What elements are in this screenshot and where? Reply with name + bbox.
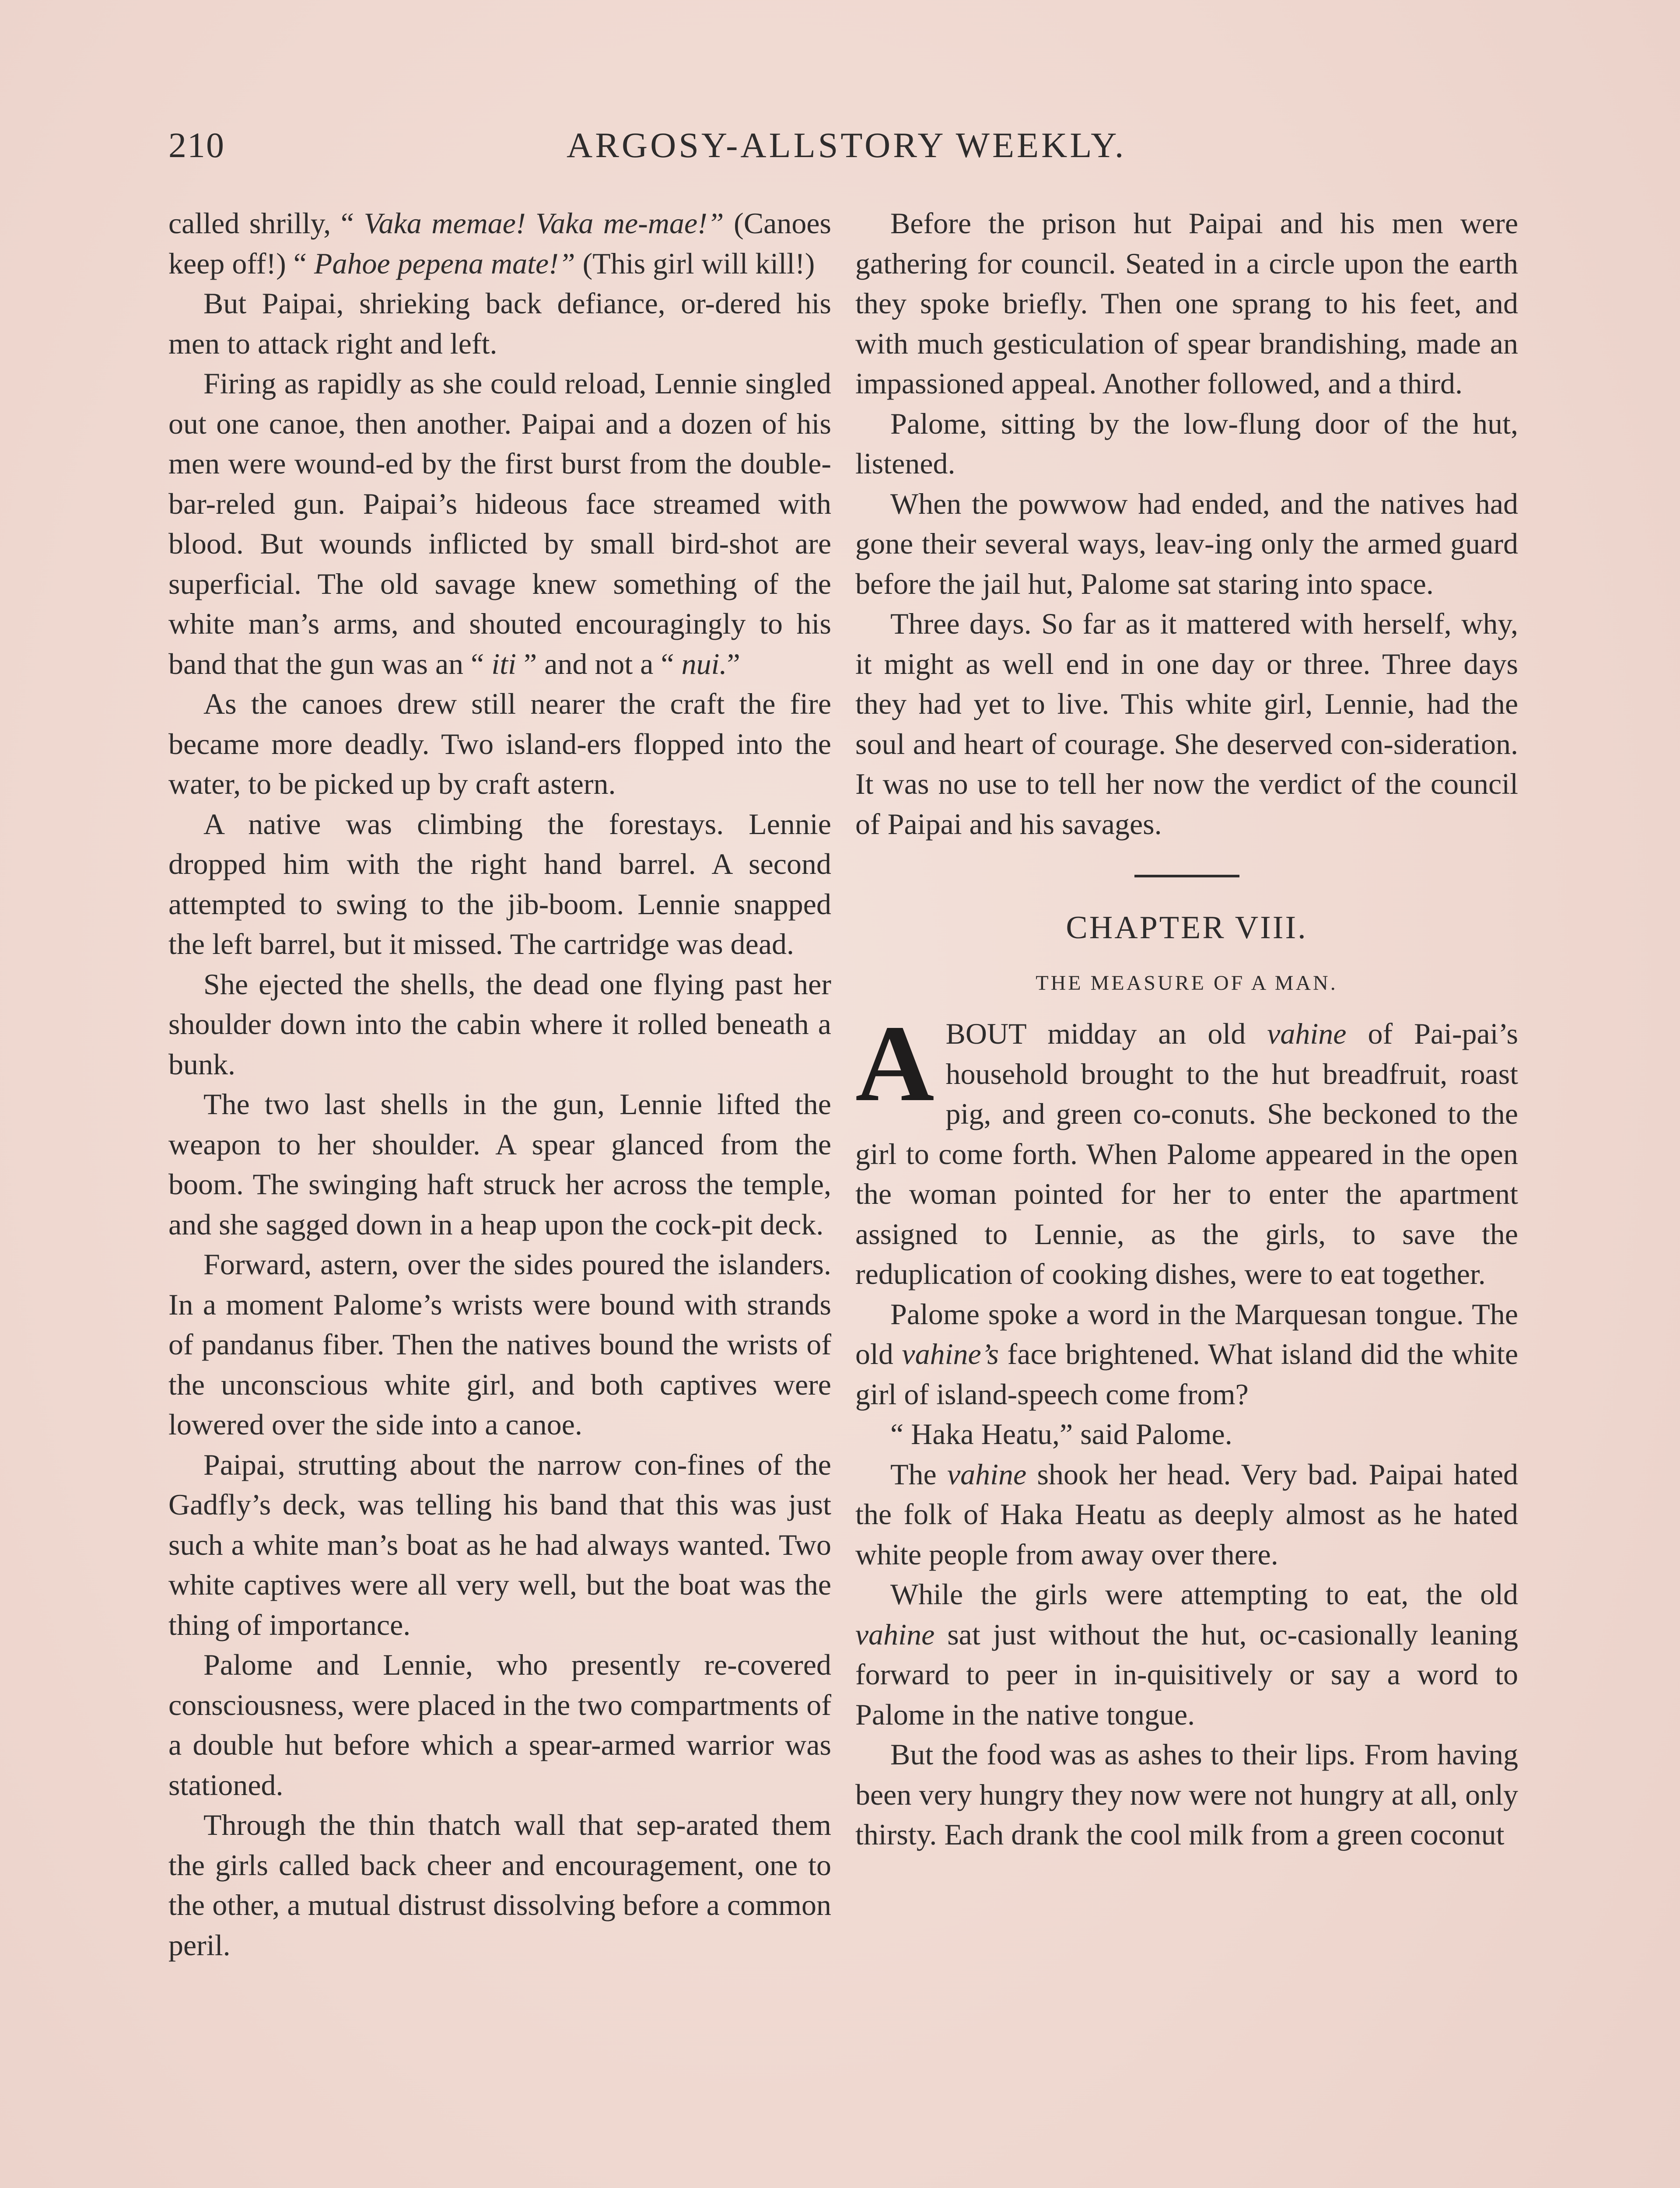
page-header [168,125,1560,182]
paragraph: Palome and Lennie, who presently re-covered consciousness, were placed in the two compartments of a double hut before which a spear-armed warrior was stationed. [168,1648,831,1802]
chapter-title: CHAPTER VIII. [1066,910,1308,946]
paragraph: Forward, astern, over the sides poured the islanders. In a moment Palome’s wrists were bound with strands of pandanus fiber. Then the natives bound the wrists of the unconscious white girl, and both captives were lowered over the side into a canoe. [168,1248,831,1441]
paragraph: Palome spoke a word in the Marquesan tongue. The old vahine’s face brightened. What island did the white girl of island-speech come from? [855,1297,1518,1411]
paragraph: Palome, sitting by the low-flung door of the hut, listened. [855,407,1518,480]
paragraph: A native was climbing the forestays. Lennie dropped him with the right hand barrel. A second attempted to swing to the jib-boom. Lennie snapped the left barrel, but it missed. The cartridge was dead. [168,807,831,961]
paragraph: Paipai, strutting about the narrow con-fines of the Gadfly’s deck, was telling his band that this was just such a white man’s boat as he had always wanted. Two white captives were all very well, but the boat was the thing of importance. [168,1448,831,1641]
page-number: 210 [168,125,225,165]
paragraph: called shrilly, “ Vaka memae! Vaka me-mae!” (Canoes keep off!) “ Pahoe pepena mate!” (This girl will kill!) [168,207,832,280]
paragraph: Firing as rapidly as she could reload, Lennie singled out one canoe, then another. Paipai and a dozen of his men were wound-ed by the first burst from the double-bar-reled gun. Paipai’s hideous face streamed with blood. But wounds inflicted by small bird-shot are superficial. The old savage knew something of the white man’s arms, and shouted encouragingly to his band that the gun was an “ iti ” and not a “ nui.” [168,367,831,680]
paragraph: Three days. So far as it mattered with herself, why, it might as well end in one day or three. Three days they had yet to live. This white girl, Lennie, had the soul and heart of courage. She deserved con-sideration. It was no use to tell her now the verdict of the council of Paipai and his savages. [855,607,1518,841]
paragraph: Through the thin thatch wall that sep-arated them the girls called back cheer and encouragement, one to the other, a mutual distrust dissolving before a common peril. [168,1808,831,1962]
paragraph: As the canoes drew still nearer the craft the fire became more deadly. Two island-ers flopped into the water, to be picked up by craft astern. [168,687,831,800]
paragraph: “ Haka Heatu,” said Palome. [890,1417,1232,1451]
running-title: ARGOSY-ALLSTORY WEEKLY. [567,125,1127,165]
paragraph: She ejected the shells, the dead one flying past her shoulder down into the cabin where it rolled beneath a bunk. [168,967,831,1081]
paragraph: Before the prison hut Paipai and his men were gathering for council. Seated in a circle upon the earth they spoke briefly. Then one sprang to his feet, and with much gesticulation of spear brandishing, made an impassioned appeal. Another followed, and a third. [855,207,1518,400]
right-column [855,203,1518,1855]
paragraph: When the powwow had ended, and the natives had gone their several ways, leav-ing only the armed guard before the jail hut, Palome sat staring into space. [855,487,1518,600]
paragraph: The two last shells in the gun, Lennie lifted the weapon to her shoulder. A spear glanced from the boom. The swinging haft struck her across the temple, and she sagged down in a heap upon the cock-pit deck. [168,1087,831,1241]
paragraph: ABOUT midday an old vahine of Pai-pai’s household brought to the hut breadfruit, roast pig, and green co-conuts. She beckoned to the girl to come forth. When Palome appeared in the open the woman pointed for her to enter the apartment assigned to Lennie, as the girls, to save the reduplication of cooking dishes, were to eat together. [855,1003,1518,1290]
drop-cap: A [855,1003,934,1124]
paragraph: But the food was as ashes to their lips. From having been very hungry they now were not hungry at all, only thirsty. Each drank the cool milk from a green coconut [855,1738,1518,1851]
paragraph: While the girls were attempting to eat, the old vahine sat just without the hut, oc-casionally leaning forward to peer in in-quisitively or say a word to Palome in the native tongue. [855,1578,1518,1731]
left-column [168,203,831,1965]
paragraph: The vahine shook her head. Very bad. Paipai hated the folk of Haka Heatu as deeply almost as he hated white people from away over there. [855,1457,1519,1571]
paragraph: But Paipai, shrieking back defiance, or-dered his men to attack right and left. [168,287,831,360]
section-divider [1134,875,1239,877]
chapter-subtitle: THE MEASURE OF A MAN. [1036,971,1338,995]
